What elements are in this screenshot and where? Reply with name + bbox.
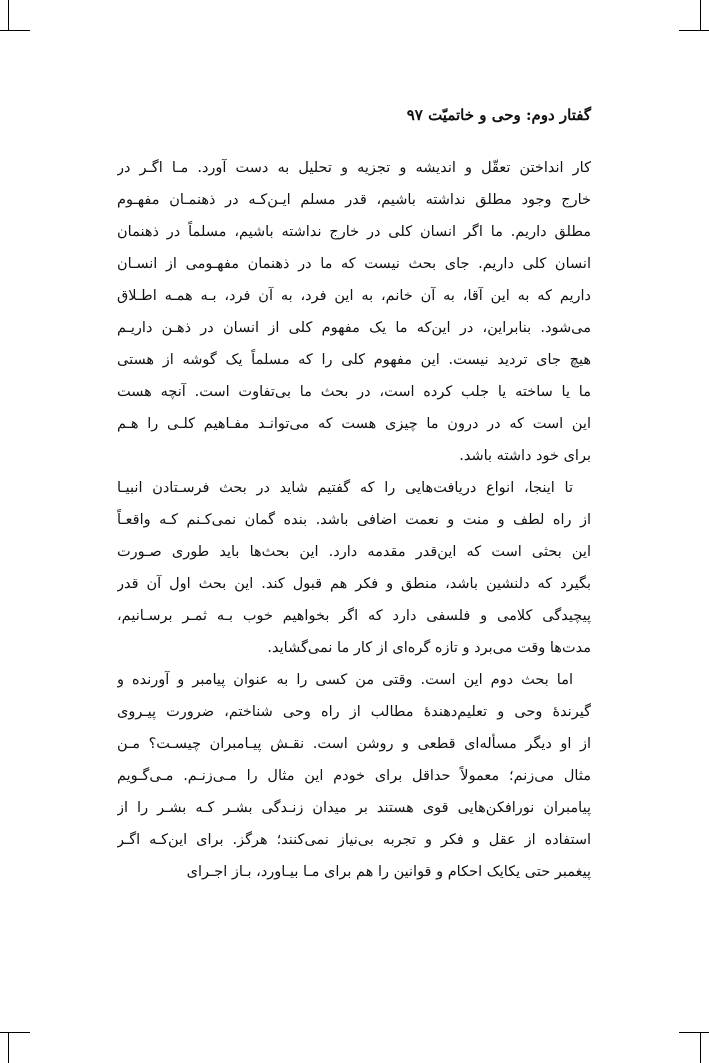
text-line: مطلق داریم. ما اگر انسان کلی در خارج نداشته باشیم، مسلماً در ذهنمان — [117, 224, 591, 240]
paragraph — [117, 152, 591, 472]
crop-mark-top-right-horizontal — [679, 30, 709, 31]
crop-mark-top-right-vertical — [700, 0, 701, 30]
text-line: استفاده از عقل و فکر و تجربه بی‌نیاز نمی‌کنند؛ هرگز. برای این‌کـه اگـر — [117, 832, 591, 848]
text-line: بگیرد که دلنشین باشد، منطق و فکر هم قبول کند. این بحث اول آن قدر — [117, 576, 591, 592]
text-line: می‌شود. بنابراین، در این‌که ما یک مفهوم کلی از انسان در ذهـن داریـم — [117, 320, 591, 336]
text-line: اما بحث دوم این است. وقتی من کسی را به عنوان پیامبر و آورنده و — [117, 672, 573, 688]
text-line: تا اینجا، انواع دریافت‌هایی را که گفتیم شاید در بحث فرسـتادن انبیـا — [117, 480, 573, 496]
text-line: پیچیدگی کلامی و فلسفی دارد که اگر بخواهیم خوب بـه ثمـر برسـانیم، — [117, 608, 591, 624]
crop-mark-bottom-right-horizontal — [679, 1032, 709, 1033]
text-line: پیامبران نورافکن‌هایی قوی هستند بر میدان زنـدگی بشـر کـه بشـر را از — [117, 800, 591, 816]
page-number: ۹۷ — [406, 106, 423, 124]
text-line: خارج وجود مطلق نداشته باشیم، قدر مسلم ایـن‌کـه در ذهنمـان مفهـوم — [117, 192, 591, 208]
text-line: پیغمبر حتی یکایک احکام و قوانین را هم برای مـا بیـاورد، بـاز اجـرای — [186, 864, 591, 880]
running-header-title: گفتار دوم: وحی و خاتمیّت — [428, 106, 591, 124]
text-line: مدت‌ها وقت می‌برد و تازه گره‌ای از کار ما نمی‌گشاید. — [267, 640, 591, 656]
body-text — [117, 152, 591, 888]
crop-mark-top-left-vertical — [8, 0, 9, 30]
text-line: گیرندهٔ وحی و تعلیم‌دهندهٔ مطالب از راه وحی شناختم، ضرورت پیـروی — [117, 704, 591, 720]
running-header — [117, 106, 591, 136]
crop-mark-bottom-right-vertical — [700, 1033, 701, 1063]
text-line: این بحثی است که این‌قدر مقدمه دارد. این بحث‌ها باید طوری صـورت — [117, 544, 591, 560]
text-line: انسان کلی داریم. جای بحث نیست که ما در ذهنمان مفهـومی از انسـان — [117, 256, 591, 272]
text-line: از او دیگر مسأله‌ای قطعی و روشن است. نقـش پیـامبران چیسـت؟ مـن — [117, 736, 591, 752]
text-line: از راه لطف و منت و نعمت اضافی باشد. بنده گمان نمی‌کـنم کـه واقعـاً — [117, 512, 591, 528]
text-line: داریم که به این آقا، به آن خانم، به این فرد، به آن فرد، بـه همـه اطـلاق — [117, 288, 591, 304]
text-line: هیچ جای تردید نیست. این مفهوم کلی را که مسلماً یک گوشه از هستی — [117, 352, 591, 368]
text-line: مثال می‌زنم؛ معمولاً حداقل برای خودم این مثال را مـی‌زنـم. مـی‌گـویم — [117, 768, 591, 784]
text-line: ما یا ساخته یا جلب کرده است، در بحث ما بی‌تفاوت است. آنچه هست — [117, 384, 591, 400]
crop-mark-bottom-left-horizontal — [0, 1032, 30, 1033]
crop-mark-bottom-left-vertical — [8, 1033, 9, 1063]
paragraph — [117, 664, 591, 888]
text-line: این است که در درون ما چیزی هست که می‌توانـد مفـاهیم کلـی را هـم — [117, 416, 591, 432]
paragraph — [117, 472, 591, 664]
text-line: کار انداختن تعقّل و اندیشه و تجزیه و تحلیل به دست آورد. مـا اگـر در — [117, 160, 591, 176]
crop-mark-top-left-horizontal — [0, 30, 30, 31]
text-line: برای خود داشته باشد. — [459, 448, 591, 464]
book-page — [117, 106, 591, 888]
